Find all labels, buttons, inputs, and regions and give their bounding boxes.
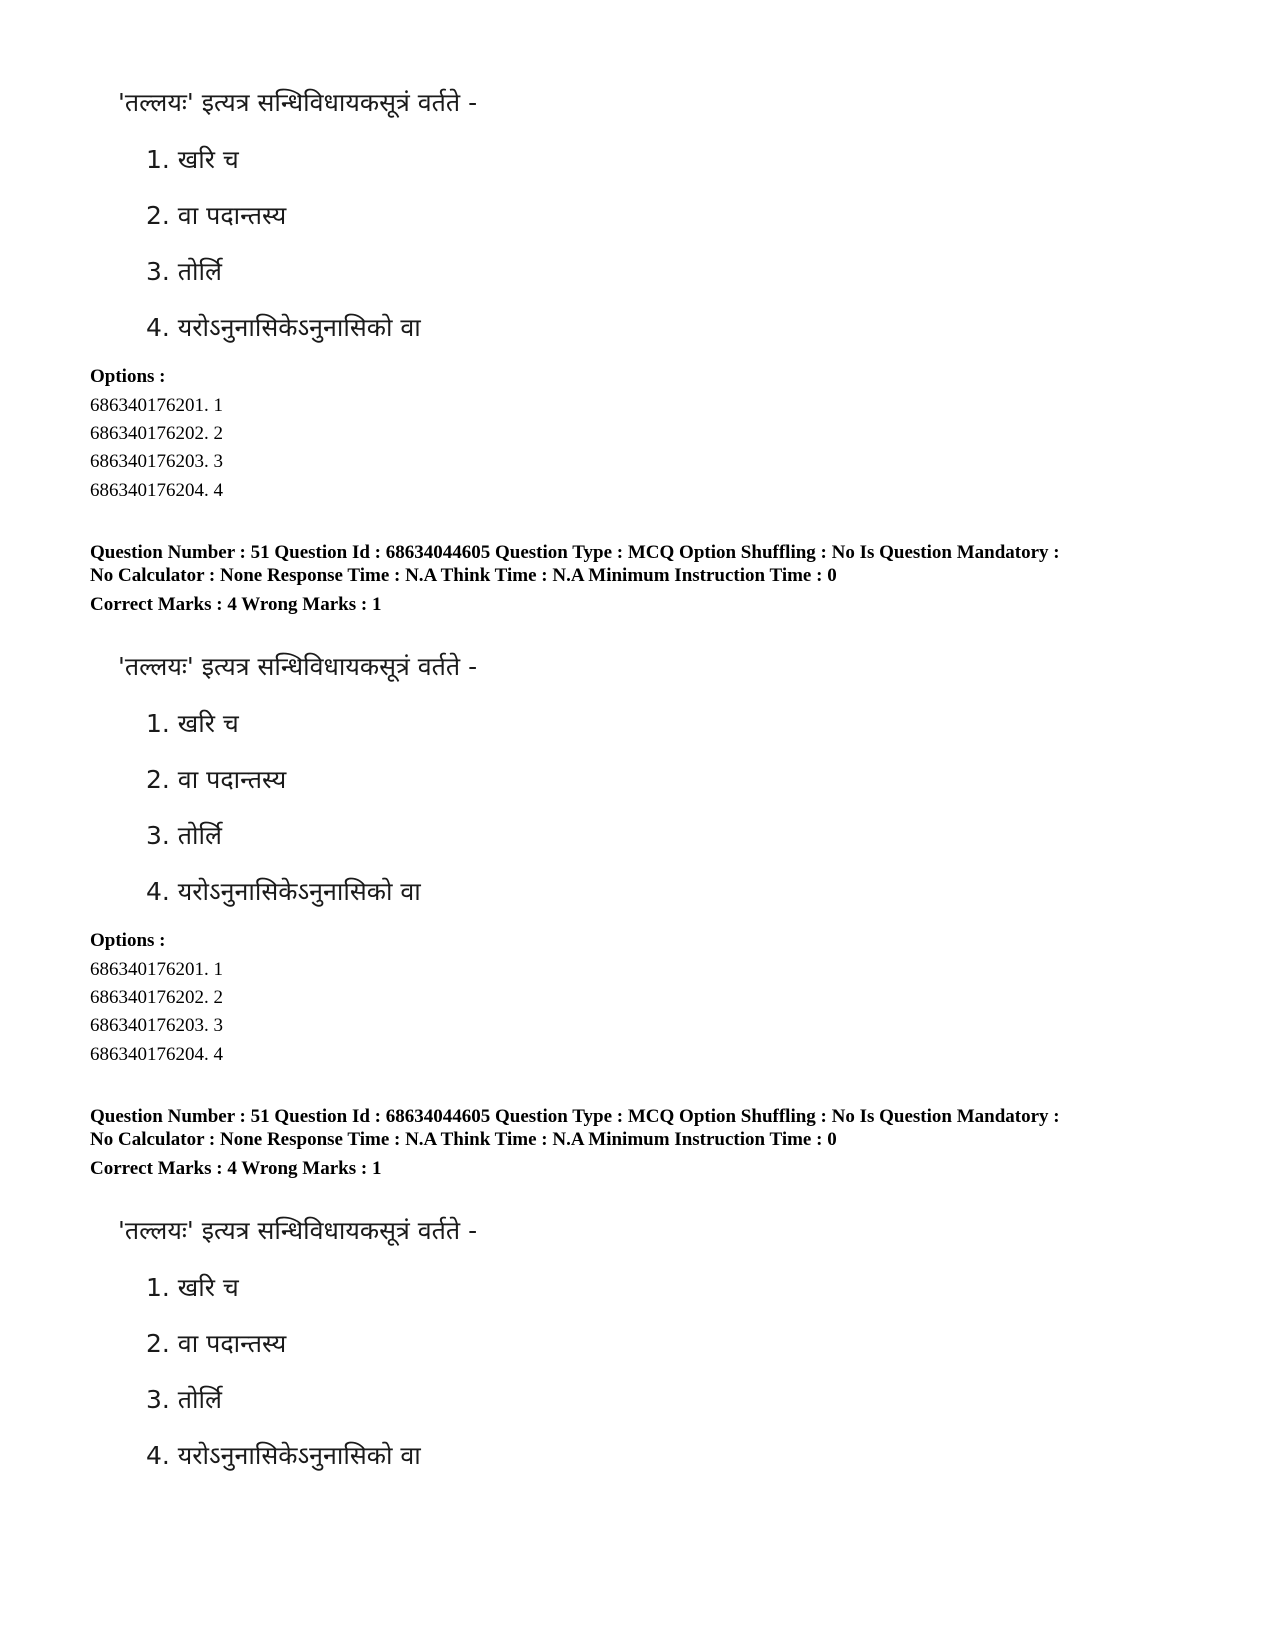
choice-1: 1. खरि च — [146, 145, 239, 174]
question-meta-line-1: Question Number : 51 Question Id : 68634044605 Question Type : MCQ Option Shuffling : No Is Question Mandatory : — [90, 1106, 1060, 1127]
choice-3: 3. तोर्लि — [146, 1385, 222, 1414]
option-id-2: 686340176202. 2 — [90, 423, 223, 444]
options-heading: Options : — [90, 366, 166, 387]
choice-1: 1. खरि च — [146, 1273, 239, 1302]
option-id-2: 686340176202. 2 — [90, 987, 223, 1008]
question-marks: Correct Marks : 4 Wrong Marks : 1 — [90, 594, 382, 615]
choice-1: 1. खरि च — [146, 709, 239, 738]
question-stem: 'तल्लयः' इत्यत्र सन्धिविधायकसूत्रं वर्तते - — [118, 88, 478, 117]
question-marks: Correct Marks : 4 Wrong Marks : 1 — [90, 1158, 382, 1179]
question-stem: 'तल्लयः' इत्यत्र सन्धिविधायकसूत्रं वर्तते - — [118, 652, 478, 681]
option-id-4: 686340176204. 4 — [90, 1044, 223, 1065]
question-meta-line-2: No Calculator : None Response Time : N.A Think Time : N.A Minimum Instruction Time : 0 — [90, 1129, 837, 1150]
option-id-1: 686340176201. 1 — [90, 395, 223, 416]
question-meta-line-1: Question Number : 51 Question Id : 68634044605 Question Type : MCQ Option Shuffling : No Is Question Mandatory : — [90, 542, 1060, 563]
question-meta-line-2: No Calculator : None Response Time : N.A Think Time : N.A Minimum Instruction Time : 0 — [90, 565, 837, 586]
choice-4: 4. यरोऽनुनासिकेऽनुनासिको वा — [146, 1441, 421, 1470]
choice-2: 2. वा पदान्तस्य — [146, 765, 287, 794]
choice-2: 2. वा पदान्तस्य — [146, 1329, 287, 1358]
option-id-4: 686340176204. 4 — [90, 480, 223, 501]
question-stem: 'तल्लयः' इत्यत्र सन्धिविधायकसूत्रं वर्तते - — [118, 1216, 478, 1245]
option-id-3: 686340176203. 3 — [90, 451, 223, 472]
choice-3: 3. तोर्लि — [146, 821, 222, 850]
choice-3: 3. तोर्लि — [146, 257, 222, 286]
choice-4: 4. यरोऽनुनासिकेऽनुनासिको वा — [146, 313, 421, 342]
choice-2: 2. वा पदान्तस्य — [146, 201, 287, 230]
option-id-1: 686340176201. 1 — [90, 959, 223, 980]
choice-4: 4. यरोऽनुनासिकेऽनुनासिको वा — [146, 877, 421, 906]
option-id-3: 686340176203. 3 — [90, 1015, 223, 1036]
options-heading: Options : — [90, 930, 166, 951]
